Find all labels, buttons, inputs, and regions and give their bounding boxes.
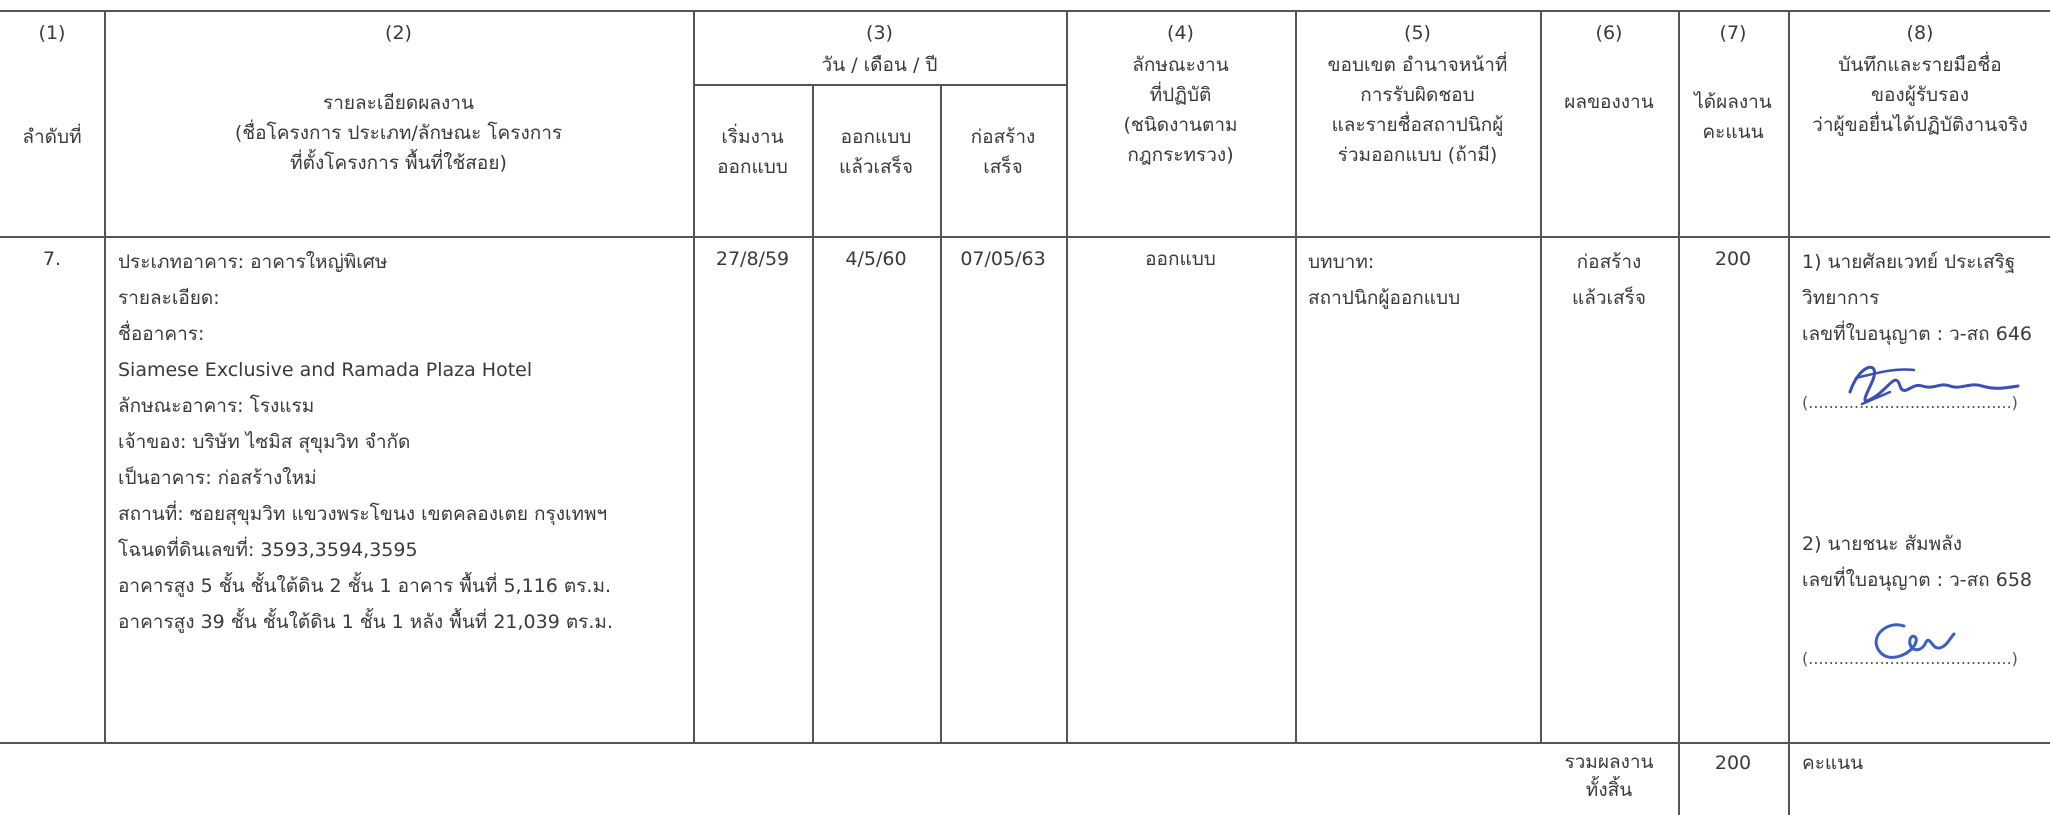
header-line: ก่อสร้าง <box>970 126 1036 148</box>
row-order: 7. <box>42 248 62 270</box>
detail-line: เป็นอาคาร: ก่อสร้างใหม่ <box>118 467 317 489</box>
svg-text:(.............................: (........................................) <box>1802 649 2018 668</box>
table-top-border <box>0 10 2050 12</box>
total-unit: คะแนน <box>1802 752 1864 774</box>
row-details <box>118 244 688 640</box>
work-result <box>1540 244 1678 316</box>
col2-header-line: (ชื่อโครงการ ประเภท/ลักษณะ โครงการ <box>234 122 563 144</box>
header-line: และรายชื่อสถาปนิกผู้ <box>1331 114 1504 136</box>
col2-header-line: รายละเอียดผลงาน <box>323 92 474 114</box>
col4-number: (4) <box>1167 22 1194 44</box>
detail-line: อาคารสูง 5 ชั้น ชั้นใต้ดิน 2 ชั้น 1 อาคาร พื้นที่ 5,116 ตร.ม. <box>118 575 612 597</box>
result-line: ก่อสร้าง <box>1576 251 1642 273</box>
col-divider-3b <box>940 84 942 744</box>
col1-label: ลำดับที่ <box>22 126 82 148</box>
design-done-date: 4/5/60 <box>845 248 907 270</box>
col8-header <box>1790 50 2050 140</box>
detail-line: Siamese Exclusive and Ramada Plaza Hotel <box>118 359 533 381</box>
start-design-date: 27/8/59 <box>715 248 790 270</box>
certifier-name-cont: วิทยาการ <box>1802 287 1880 309</box>
total-label <box>1540 748 1678 804</box>
row-bottom-border <box>0 742 2050 744</box>
header-line: ออกแบบ <box>840 126 912 148</box>
signature-1 <box>1800 352 2050 416</box>
certifier-license: เลขที่ใบอนุญาต : ว-สถ 658 <box>1802 569 2032 591</box>
total-label-line: รวมผลงาน <box>1564 751 1654 773</box>
certifier-name: 2) นายชนะ สัมพลัง <box>1802 533 1963 555</box>
header-line: การรับผิดชอบ <box>1360 84 1475 106</box>
col6-number: (6) <box>1595 22 1623 44</box>
col-divider-2 <box>693 10 695 744</box>
header-line: ที่ปฏิบัติ <box>1149 84 1212 106</box>
col5-number: (5) <box>1404 22 1431 44</box>
col8-number: (8) <box>1906 22 1934 44</box>
header-line: ร่วมออกแบบ (ถ้ามี) <box>1337 144 1498 166</box>
col5-header <box>1295 50 1540 170</box>
header-line: บันทึกและรายมือชื่อ <box>1838 54 2002 76</box>
certifier-1 <box>1802 244 2050 352</box>
col1-number: (1) <box>38 22 66 44</box>
col-divider-3a <box>812 84 814 744</box>
header-line: กฎกระทรวง) <box>1127 144 1234 166</box>
detail-line: รายละเอียด: <box>118 287 220 309</box>
col3-sub-divider <box>693 84 1066 86</box>
col7-header <box>1678 87 1788 147</box>
col3-number: (3) <box>866 22 893 44</box>
detail-line: สถานที่: ซอยสุขุมวิท แขวงพระโขนง เขตคลองเตย กรุงเทพฯ <box>118 503 608 525</box>
header-line: ขอบเขต อำนาจหน้าที่ <box>1327 54 1508 76</box>
certifier-license: เลขที่ใบอนุญาต : ว-สถ 646 <box>1802 323 2032 345</box>
header-line: ออกแบบ <box>717 156 788 178</box>
header-line: เริ่มงาน <box>721 126 784 148</box>
col3-construction-done-header <box>940 122 1066 182</box>
col4-header <box>1066 50 1295 170</box>
col6-label: ผลของงาน <box>1564 91 1654 113</box>
total-score: 200 <box>1714 752 1752 774</box>
svg-text:(.............................: (........................................) <box>1802 393 2018 412</box>
detail-line: เจ้าของ: บริษัท ไซมิส สุขุมวิท จำกัด <box>118 431 411 453</box>
result-line: แล้วเสร็จ <box>1572 287 1646 309</box>
col3-start-design-header <box>693 122 812 182</box>
total-label-line: ทั้งสิ้น <box>1585 779 1633 801</box>
col-divider-5 <box>1540 10 1542 744</box>
signature-2 <box>1800 608 2050 672</box>
col2-header-line: ที่ตั้งโครงการ พื้นที่ใช้สอย) <box>290 152 507 174</box>
header-bottom-border <box>0 236 2050 238</box>
detail-line: ลักษณะอาคาร: โรงแรม <box>118 395 315 417</box>
header-line: ลักษณะงาน <box>1132 54 1229 76</box>
detail-line: โฉนดที่ดินเลขที่: 3593,3594,3595 <box>118 539 418 561</box>
construction-done-date: 07/05/63 <box>960 248 1046 270</box>
detail-line: อาคารสูง 39 ชั้น ชั้นใต้ดิน 1 ชั้น 1 หลัง พื้นที่ 21,039 ตร.ม. <box>118 611 613 633</box>
header-line: ของผู้รับรอง <box>1871 84 1969 106</box>
header-line: คะแนน <box>1702 121 1764 143</box>
scope-line: สถาปนิกผู้ออกแบบ <box>1308 287 1461 309</box>
work-type: ออกแบบ <box>1145 248 1216 270</box>
col7-number: (7) <box>1719 22 1747 44</box>
col2-header <box>104 88 693 178</box>
detail-line: ชื่ออาคาร: <box>118 323 205 345</box>
certifier-2 <box>1802 526 2050 598</box>
col3-label: วัน / เดือน / ปี <box>821 54 938 76</box>
scope-line: บทบาท: <box>1308 251 1375 273</box>
header-line: (ชนิดงานตาม <box>1123 114 1238 136</box>
certifier-name: 1) นายศัลยเวทย์ ประเสริฐ <box>1802 251 2016 273</box>
col2-number: (2) <box>385 22 412 44</box>
header-line: ว่าผู้ขอยื่นได้ปฏิบัติงานจริง <box>1812 114 2028 136</box>
row-score: 200 <box>1714 248 1752 270</box>
header-line: เสร็จ <box>983 156 1023 178</box>
header-line: แล้วเสร็จ <box>839 156 913 178</box>
header-line: ได้ผลงาน <box>1694 91 1772 113</box>
col3-design-done-header <box>812 122 940 182</box>
detail-line: ประเภทอาคาร: อาคารใหญ่พิเศษ <box>118 251 388 273</box>
scope <box>1308 244 1538 316</box>
